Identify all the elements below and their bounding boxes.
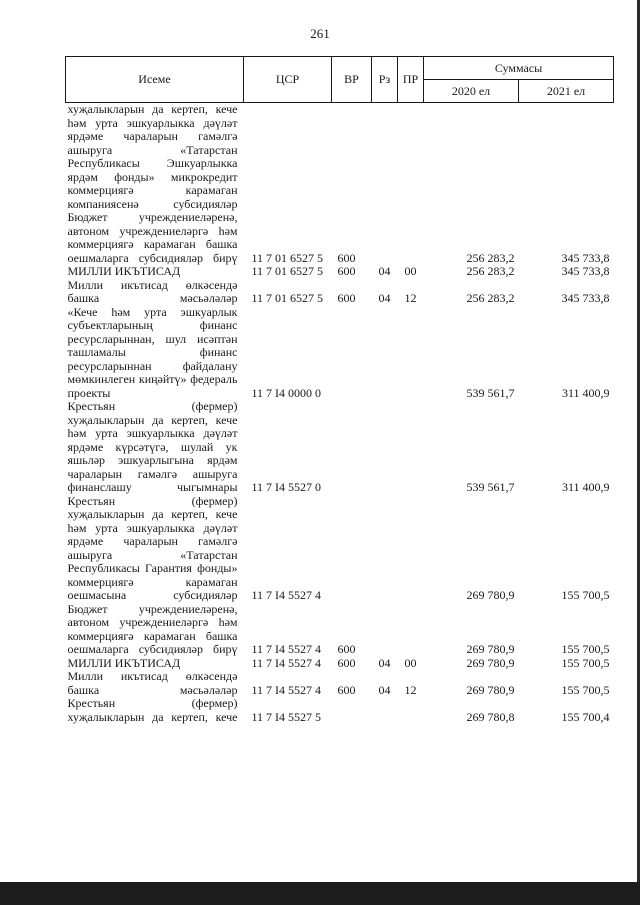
row-value-2020: 256 283,2 bbox=[466, 250, 515, 265]
table-row bbox=[66, 670, 614, 697]
header-csr: ЦСР bbox=[244, 57, 332, 103]
table-row bbox=[66, 211, 614, 265]
row-csr: 11 7 I4 5527 4 bbox=[251, 655, 322, 670]
scan-bottom-bar bbox=[0, 882, 640, 905]
row-name: Крестьян (фермер) хуҗалыкларын да кертеп, кече bbox=[67, 696, 238, 724]
header-sums: Суммасы bbox=[424, 57, 614, 80]
row-vr: 600 bbox=[337, 264, 356, 278]
row-pr: 00 bbox=[404, 264, 417, 278]
row-rz bbox=[372, 103, 398, 212]
row-value-2021: 155 700,4 bbox=[561, 709, 610, 724]
row-value-2020: 256 283,2 bbox=[466, 264, 515, 278]
row-csr: 11 7 I4 5527 5 bbox=[251, 709, 322, 724]
row-name: Крестьян (фермер) хуҗалыкларын да кертеп, кече һәм урта эшкуарлыкка дәүләт ярдәме күрсәтүгә, шулай ук яшьләр эшкуарлыгына ярдәм чараларын гамәлгә ашыруга финанслашу чыгымнары bbox=[67, 399, 238, 494]
row-vr bbox=[332, 103, 372, 212]
row-value-2020: 256 283,2 bbox=[466, 291, 515, 305]
row-name: Крестьян (фермер) хуҗалыкларын да кертеп, кече һәм урта эшкуарлыкка дәүләт ярдәме чараларын гамәлгә ашыруга «Татарстан Республикасы Гарантия фонды» коммерциягә карамаган оешмасына субсидияләр bbox=[67, 493, 238, 602]
row-name: Бюджет учреждениеләренә, автоном учреждениеләргә һәм коммерциягә карамаган башка оешмаларга субсидияләр бирү bbox=[67, 601, 238, 656]
row-rz: 04 bbox=[378, 655, 391, 670]
row-rz bbox=[372, 400, 398, 495]
row-rz bbox=[372, 697, 398, 724]
row-pr bbox=[398, 103, 424, 212]
row-name: Милли икътисад өлкәсендә башка мәсьәләләр bbox=[67, 669, 238, 697]
row-name: МИЛЛИ ИКЪТИСАД bbox=[67, 264, 181, 278]
budget-table bbox=[65, 56, 614, 724]
header-year-2021: 2021 ел bbox=[519, 80, 614, 103]
row-vr bbox=[332, 697, 372, 724]
row-vr bbox=[332, 495, 372, 603]
table-row bbox=[66, 657, 614, 671]
row-value-2021: 311 400,9 bbox=[561, 385, 610, 400]
row-vr bbox=[332, 400, 372, 495]
row-vr: 600 bbox=[337, 642, 356, 656]
row-vr bbox=[332, 306, 372, 401]
row-name: Милли икътисад өлкәсендә башка мәсьәләләр bbox=[67, 277, 238, 305]
row-value-2021 bbox=[519, 103, 614, 212]
row-vr: 600 bbox=[337, 250, 356, 265]
row-value-2021: 311 400,9 bbox=[561, 480, 610, 494]
row-csr: 11 7 I4 5527 0 bbox=[251, 480, 322, 494]
row-value-2020: 539 561,7 bbox=[466, 385, 515, 400]
row-pr: 00 bbox=[404, 655, 417, 670]
row-pr: 12 bbox=[404, 682, 417, 697]
header-rz: Рз bbox=[372, 57, 398, 103]
header-vr: ВР bbox=[332, 57, 372, 103]
table-body bbox=[66, 103, 614, 725]
table-row bbox=[66, 306, 614, 401]
table-row bbox=[66, 103, 614, 212]
row-rz bbox=[372, 306, 398, 401]
row-csr: 11 7 01 6527 5 bbox=[251, 250, 324, 265]
row-value-2021: 345 733,8 bbox=[561, 250, 610, 265]
row-csr bbox=[244, 103, 332, 212]
row-rz: 04 bbox=[378, 682, 391, 697]
row-name: Бюджет учреждениеләренә, автоном учреждениеләргә һәм коммерциягә карамаган башка оешмаларга субсидияләр бирү bbox=[67, 210, 238, 265]
table-header bbox=[66, 57, 614, 103]
row-vr: 600 bbox=[337, 291, 356, 305]
row-value-2020: 269 780,9 bbox=[466, 655, 515, 670]
row-value-2020 bbox=[424, 103, 519, 212]
row-vr: 600 bbox=[337, 655, 356, 670]
row-csr: 11 7 I4 5527 4 bbox=[251, 588, 322, 602]
row-value-2021: 155 700,5 bbox=[561, 655, 610, 670]
table-row bbox=[66, 603, 614, 657]
row-pr bbox=[398, 697, 424, 724]
row-csr: 11 7 01 6527 5 bbox=[251, 264, 324, 278]
table-row bbox=[66, 400, 614, 495]
row-csr: 11 7 01 6527 5 bbox=[251, 291, 324, 305]
table-row bbox=[66, 279, 614, 306]
row-value-2021: 155 700,5 bbox=[561, 588, 610, 602]
page-number: 261 bbox=[310, 26, 330, 41]
header-pr: ПР bbox=[398, 57, 424, 103]
row-rz bbox=[372, 211, 398, 265]
row-value-2021: 345 733,8 bbox=[561, 291, 610, 305]
row-value-2021: 155 700,5 bbox=[561, 642, 610, 656]
header-year-2020: 2020 ел bbox=[424, 80, 519, 103]
row-pr bbox=[398, 306, 424, 401]
row-pr: 12 bbox=[404, 291, 417, 305]
row-value-2020: 269 780,9 bbox=[466, 682, 515, 697]
row-name: «Кече һәм урта эшкуарлык субъектларының финанс ресурсларыннан, шул исәптән ташламалы финанс ресурсларыннан файдалану мөмкинлеген киңәйтү» федераль проекты bbox=[67, 304, 238, 400]
row-pr bbox=[398, 603, 424, 657]
row-rz bbox=[372, 495, 398, 603]
row-csr: 11 7 I4 5527 4 bbox=[251, 682, 322, 697]
row-pr bbox=[398, 211, 424, 265]
row-value-2020: 269 780,9 bbox=[466, 642, 515, 656]
row-rz bbox=[372, 603, 398, 657]
row-name: хуҗалыкларын да кертеп, кече һәм урта эшкуарлыкка дәүләт ярдәме чараларын гамәлгә ашыруга «Татарстан Республикасы Эшкуарлыкка ярдәм фонды» микрокредит коммерциягә карамаган компаниясенә субсидияләр bbox=[67, 102, 238, 211]
table-row bbox=[66, 495, 614, 603]
row-value-2020: 269 780,8 bbox=[466, 709, 515, 724]
row-value-2020: 539 561,7 bbox=[466, 480, 515, 494]
row-rz: 04 bbox=[378, 264, 391, 278]
row-value-2020: 269 780,9 bbox=[466, 588, 515, 602]
row-vr: 600 bbox=[337, 682, 356, 697]
row-csr: 11 7 I4 0000 0 bbox=[251, 385, 322, 400]
table-row bbox=[66, 265, 614, 279]
header-name: Исеме bbox=[66, 57, 244, 103]
row-rz: 04 bbox=[378, 291, 391, 305]
row-name: МИЛЛИ ИКЪТИСАД bbox=[67, 655, 181, 670]
row-value-2021: 345 733,8 bbox=[561, 264, 610, 278]
row-value-2021: 155 700,5 bbox=[561, 682, 610, 697]
table-row bbox=[66, 697, 614, 724]
row-pr bbox=[398, 495, 424, 603]
row-pr bbox=[398, 400, 424, 495]
row-csr: 11 7 I4 5527 4 bbox=[251, 642, 322, 656]
